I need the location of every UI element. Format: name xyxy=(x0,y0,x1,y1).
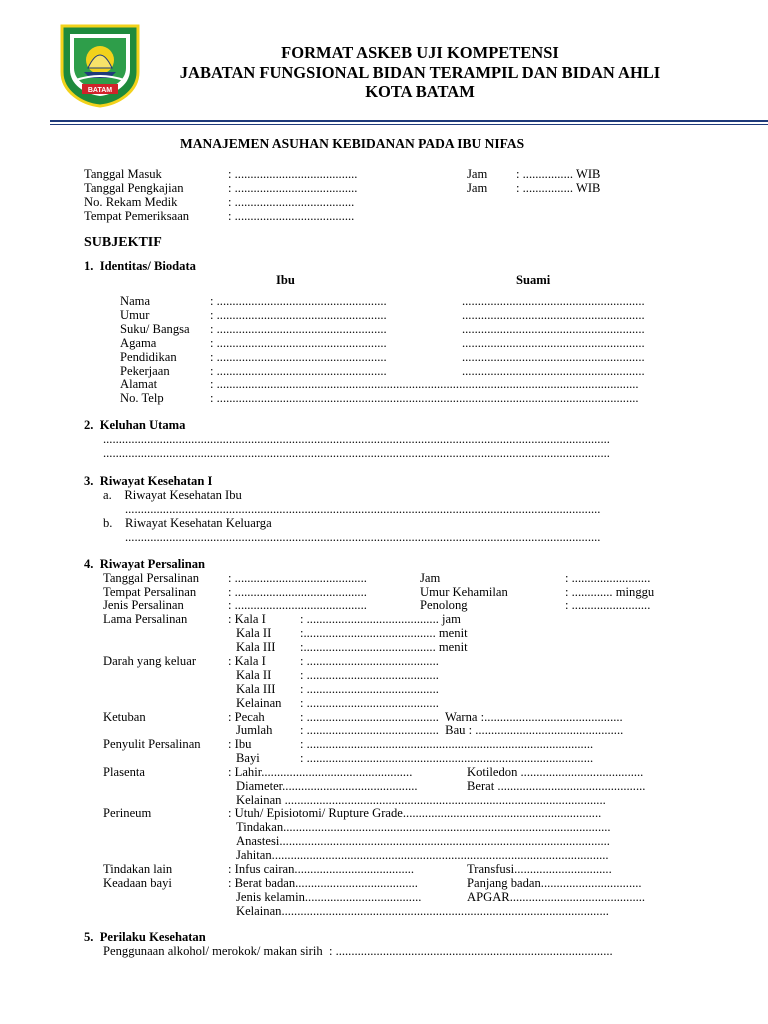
field-jenis-kelamin[interactable]: Jenis kelamin..................................... xyxy=(236,890,422,904)
field-jenis-persalinan[interactable]: : .......................................... xyxy=(228,598,367,612)
field-ibu-suku[interactable]: : ...................................................... xyxy=(210,322,387,336)
label-jam-persalinan: Jam xyxy=(420,571,441,585)
field-keluhan-line-2[interactable]: ................................................................................................................................................................. xyxy=(103,446,610,460)
label-alamat: Alamat xyxy=(120,377,158,391)
field-ibu-pendidikan[interactable]: : ...................................................... xyxy=(210,350,387,364)
field-suami-nama[interactable]: .......................................................... xyxy=(462,294,645,308)
label-darah-kala-1: : Kala I xyxy=(228,654,266,668)
field-perineum-tindakan[interactable]: Tindakan........................................................................................................ xyxy=(236,820,611,834)
field-penyulit-ibu[interactable]: : ........................................................................................... xyxy=(300,737,594,751)
label-darah-kala-3: Kala III xyxy=(236,682,276,696)
field-plasenta-kotiledon[interactable]: Kotiledon ....................................... xyxy=(467,765,644,779)
field-lama-kala-3[interactable]: :.......................................... menit xyxy=(300,640,468,654)
field-no-rekam-medik[interactable]: : ...................................... xyxy=(228,195,355,209)
field-plasenta-diameter[interactable]: Diameter........................................... xyxy=(236,779,418,793)
field-riwayat-ibu[interactable]: ....................................................................................................................................................... xyxy=(125,502,601,516)
field-jam-persalinan[interactable]: : ......................... xyxy=(565,571,651,585)
section-identitas: 1. Identitas/ Biodata xyxy=(84,259,196,273)
label-suku-bangsa: Suku/ Bangsa xyxy=(120,322,190,336)
field-tanggal-persalinan[interactable]: : .......................................... xyxy=(228,571,367,585)
section-keluhan-utama: 2. Keluhan Utama xyxy=(84,418,186,432)
label-pekerjaan: Pekerjaan xyxy=(120,364,170,378)
label-agama: Agama xyxy=(120,336,157,350)
label-perineum: Perineum xyxy=(103,806,152,820)
field-ibu-umur[interactable]: : ...................................................... xyxy=(210,308,387,322)
label-umur-kehamilan: Umur Kehamilan xyxy=(420,585,508,599)
header-line-3: KOTA BATAM xyxy=(365,82,475,101)
field-darah-kala-3[interactable]: : .......................................... xyxy=(300,682,439,696)
section-riwayat-persalinan: 4. Riwayat Persalinan xyxy=(84,557,206,571)
field-suami-pendidikan[interactable]: .......................................................... xyxy=(462,350,645,364)
form-title: MANAJEMEN ASUHAN KEBIDANAN PADA IBU NIFAS xyxy=(180,136,525,151)
field-tempat-pemeriksaan[interactable]: : ...................................... xyxy=(228,209,355,223)
field-ketuban-pecah-warna[interactable]: : .......................................... Warna :............................................ xyxy=(300,710,623,724)
field-penggunaan-alkohol[interactable]: Penggunaan alkohol/ merokok/ makan sirih : ........................................................................................ xyxy=(103,944,613,958)
label-tempat-pemeriksaan: Tempat Pemeriksaan xyxy=(84,209,190,223)
field-penolong[interactable]: : ......................... xyxy=(565,598,651,612)
field-jam-2[interactable]: : ................ WIB xyxy=(516,181,601,195)
label-riwayat-ibu: a. Riwayat Kesehatan Ibu xyxy=(103,488,242,502)
label-penyulit-bayi: Bayi xyxy=(236,751,260,765)
field-kelainan-bayi[interactable]: Kelainan........................................................................................................ xyxy=(236,904,609,918)
field-darah-kala-2[interactable]: : .......................................... xyxy=(300,668,439,682)
field-lama-kala-2[interactable]: :.......................................... menit xyxy=(300,626,468,640)
label-no-telp: No. Telp xyxy=(120,391,164,405)
label-penolong: Penolong xyxy=(420,598,468,612)
column-suami: Suami xyxy=(516,273,551,287)
label-no-rekam-medik: No. Rekam Medik xyxy=(84,195,178,209)
field-perineum-anastesi[interactable]: Anastesi......................................................................................................... xyxy=(236,834,610,848)
label-ketuban-pecah: : Pecah xyxy=(228,710,265,724)
field-tempat-persalinan[interactable]: : .......................................... xyxy=(228,585,367,599)
label-lama-kala-1: : Kala I xyxy=(228,612,266,626)
field-tanggal-pengkajian[interactable]: : ....................................... xyxy=(228,181,358,195)
label-tindakan-lain: Tindakan lain xyxy=(103,862,173,876)
label-tanggal-persalinan: Tanggal Persalinan xyxy=(103,571,199,585)
label-tanggal-masuk: Tanggal Masuk xyxy=(84,167,162,181)
label-darah-keluar: Darah yang keluar xyxy=(103,654,197,668)
field-darah-kelainan[interactable]: : .......................................... xyxy=(300,696,439,710)
header-line-1: FORMAT ASKEB UJI KOMPETENSI xyxy=(281,43,559,62)
field-apgar[interactable]: APGAR........................................... xyxy=(467,890,646,904)
field-suami-agama[interactable]: .......................................................... xyxy=(462,336,645,350)
field-darah-kala-1[interactable]: : .......................................... xyxy=(300,654,439,668)
label-penyulit-persalinan: Penyulit Persalinan xyxy=(103,737,201,751)
field-ibu-nama[interactable]: : ...................................................... xyxy=(210,294,387,308)
label-lama-kala-2: Kala II xyxy=(236,626,272,640)
field-suami-pekerjaan[interactable]: .......................................................... xyxy=(462,364,645,378)
label-riwayat-keluarga: b. Riwayat Kesehatan Keluarga xyxy=(103,516,272,530)
field-alamat[interactable]: : ...................................................................................................................................... xyxy=(210,377,639,391)
label-pendidikan: Pendidikan xyxy=(120,350,177,364)
field-plasenta-berat[interactable]: Berat ............................................... xyxy=(467,779,646,793)
field-perineum-jahitan[interactable]: Jahitan........................................................................................................... xyxy=(236,848,609,862)
header-rule-thick xyxy=(50,120,768,122)
field-transfusi[interactable]: Transfusi............................... xyxy=(467,862,612,876)
field-riwayat-keluarga[interactable]: ....................................................................................................................................................... xyxy=(125,530,601,544)
section-riwayat-kesehatan: 3. Riwayat Kesehatan I xyxy=(84,474,213,488)
field-perineum-utuh[interactable]: : Utuh/ Episiotomi/ Rupture Grade............................................................... xyxy=(228,806,602,820)
header-rule-thin xyxy=(50,124,768,125)
label-tempat-persalinan: Tempat Persalinan xyxy=(103,585,197,599)
label-penyulit-ibu: : Ibu xyxy=(228,737,252,751)
field-jam-1[interactable]: : ................ WIB xyxy=(516,167,601,181)
label-jenis-persalinan: Jenis Persalinan xyxy=(103,598,184,612)
field-lama-kala-1[interactable]: : .......................................... jam xyxy=(300,612,461,626)
header-line-2: JABATAN FUNGSIONAL BIDAN TERAMPIL DAN BIDAN AHLI xyxy=(179,63,661,82)
field-ibu-pekerjaan[interactable]: : ...................................................... xyxy=(210,364,387,378)
field-keluhan-line-1[interactable]: ................................................................................................................................................................. xyxy=(103,432,610,446)
field-infus-cairan[interactable]: : Infus cairan...................................... xyxy=(228,862,415,876)
label-darah-kala-2: Kala II xyxy=(236,668,272,682)
field-panjang-badan[interactable]: Panjang badan................................ xyxy=(467,876,642,890)
label-plasenta: Plasenta xyxy=(103,765,145,779)
field-umur-kehamilan[interactable]: : ............. minggu xyxy=(565,585,655,599)
field-suami-suku[interactable]: .......................................................... xyxy=(462,322,645,336)
field-penyulit-bayi[interactable]: : ........................................................................................... xyxy=(300,751,594,765)
label-tanggal-pengkajian: Tanggal Pengkajian xyxy=(84,181,184,195)
label-lama-persalinan: Lama Persalinan xyxy=(103,612,188,626)
label-lama-kala-3: Kala III xyxy=(236,640,276,654)
label-nama: Nama xyxy=(120,294,151,308)
field-tanggal-masuk[interactable]: : ....................................... xyxy=(228,167,358,181)
field-ketuban-jumlah-bau[interactable]: : .......................................... Bau : ............................................... xyxy=(300,723,624,737)
label-jam-1: Jam xyxy=(467,167,488,181)
kota-batam-logo xyxy=(58,22,142,108)
field-suami-umur[interactable]: .......................................................... xyxy=(462,308,645,322)
field-ibu-agama[interactable]: : ...................................................... xyxy=(210,336,387,350)
label-jam-2: Jam xyxy=(467,181,488,195)
section-subjektif: SUBJEKTIF xyxy=(84,235,162,250)
field-berat-badan[interactable]: : Berat badan....................................... xyxy=(228,876,418,890)
label-darah-kelainan: Kelainan xyxy=(236,696,282,710)
field-plasenta-lahir[interactable]: : Lahir................................................ xyxy=(228,765,413,779)
label-keadaan-bayi: Keadaan bayi xyxy=(103,876,172,890)
field-no-telp[interactable]: : ...................................................................................................................................... xyxy=(210,391,639,405)
label-ketuban: Ketuban xyxy=(103,710,146,724)
label-umur: Umur xyxy=(120,308,150,322)
logo-text: BATAM xyxy=(87,87,113,94)
column-ibu: Ibu xyxy=(276,273,295,287)
label-ketuban-jumlah: Jumlah xyxy=(236,723,273,737)
field-plasenta-kelainan[interactable]: Kelainan ...................................................................................................... xyxy=(236,793,606,807)
section-perilaku-kesehatan: 5. Perilaku Kesehatan xyxy=(84,930,206,944)
